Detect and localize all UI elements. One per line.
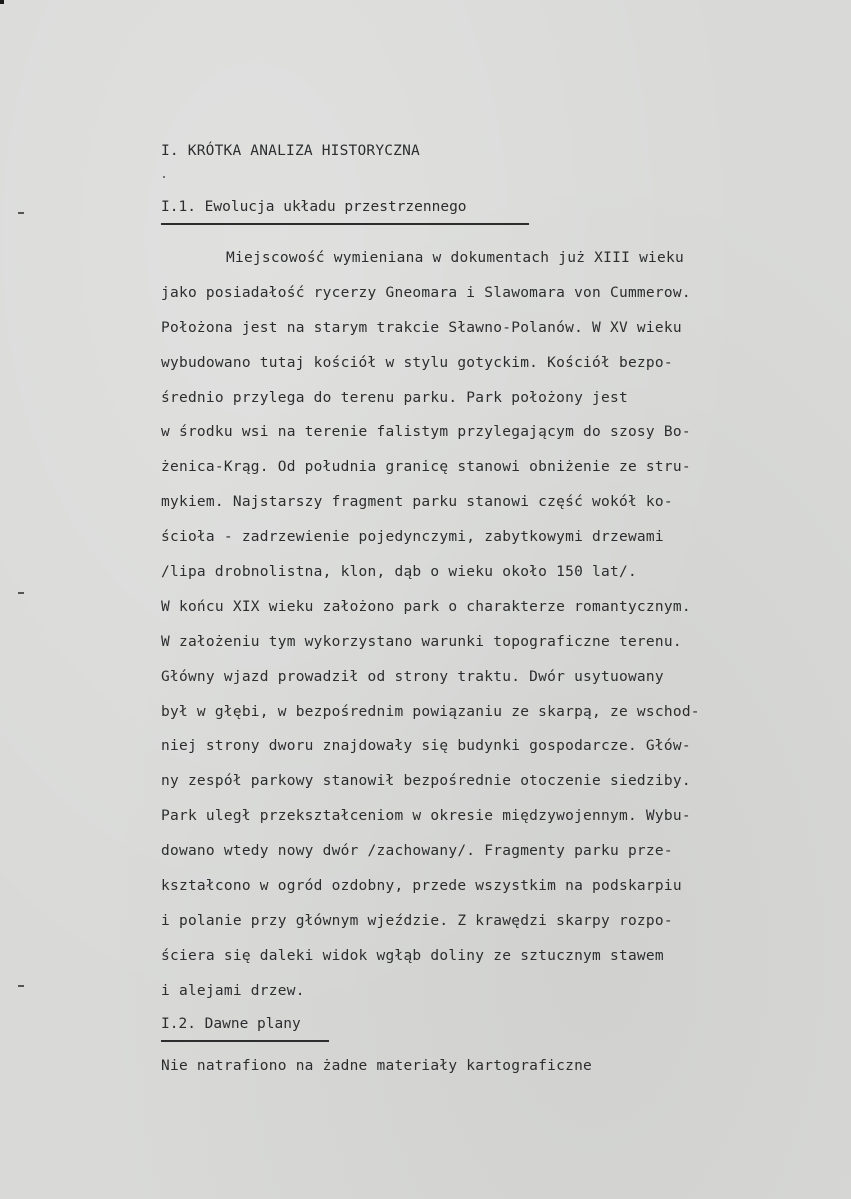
margin-tick (18, 592, 24, 594)
body-line: średnio przylega do terenu parku. Park położony jest (161, 389, 628, 406)
body-line: był w głębi, w bezpośrednim powiązaniu ze skarpą, ze wschod- (161, 703, 700, 720)
body-line: ny zespół parkowy stanowił bezpośrednie otoczenie siedziby. (161, 773, 691, 790)
body-line: W końcu XIX wieku założono park o charakterze romantycznym. (161, 598, 691, 615)
body-line: wybudowano tutaj kościół w stylu gotyckim. Kościół bezpo- (161, 354, 673, 371)
body-line: kształcono w ogród ozdobny, przede wszystkim na podskarpiu (161, 878, 682, 895)
subsection-2-text: Nie natrafiono na żadne materiały kartograficzne (161, 1058, 593, 1074)
body-line: Miejscowość wymieniana w dokumentach już XIII wieku (226, 250, 684, 266)
scan-speck (163, 176, 165, 178)
body-line: Park uległ przekształceniom w okresie międzywojennym. Wybu- (161, 808, 691, 825)
subsection-2-heading (161, 1016, 301, 1032)
body-line: w środku wsi na terenie falistym przylegającym do szosy Bo- (161, 424, 691, 441)
body-line: jako posiadałość rycerzy Gneomara i Slawomara von Cummerow. (161, 284, 691, 301)
scan-corner-mark (0, 0, 4, 4)
margin-tick (18, 212, 24, 214)
heading-underline (161, 1040, 329, 1042)
body-line: ścioła - zadrzewienie pojedynczymi, zabytkowymi drzewami (161, 529, 664, 546)
heading-underline (161, 223, 529, 225)
subsection-2-heading-text: I.2. Dawne plany (161, 1016, 301, 1032)
section-title: I. KRÓTKA ANALIZA HISTORYCZNA (161, 143, 420, 159)
body-line: niej strony dworu znajdowały się budynki gospodarcze. Głów- (161, 738, 691, 755)
subsection-1-body (161, 241, 801, 1009)
body-line: Główny wjazd prowadził od strony traktu. Dwór usytuowany (161, 668, 664, 685)
body-line: ściera się daleki widok wgłąb doliny ze sztucznym stawem (161, 947, 664, 964)
body-line: żenica-Krąg. Od południa granicę stanowi obniżenie ze stru- (161, 459, 691, 476)
body-line: dowano wtedy nowy dwór /zachowany/. Fragmenty parku prze- (161, 843, 673, 860)
subsection-1-heading-text: I.1. Ewolucja układu przestrzennego (161, 199, 467, 215)
body-line: i polanie przy głównym wjeździe. Z krawędzi skarpy rozpo- (161, 912, 673, 929)
margin-tick (18, 985, 24, 987)
body-line: Położona jest na starym trakcie Sławno-Polanów. W XV wieku (161, 319, 682, 336)
body-line: /lipa drobnolistna, klon, dąb o wieku około 150 lat/. (161, 564, 637, 581)
body-line: mykiem. Najstarszy fragment parku stanowi część wokół ko- (161, 494, 673, 511)
subsection-1-heading (161, 199, 467, 215)
body-line: W założeniu tym wykorzystano warunki topograficzne terenu. (161, 633, 682, 650)
body-line: i alejami drzew. (161, 982, 305, 999)
